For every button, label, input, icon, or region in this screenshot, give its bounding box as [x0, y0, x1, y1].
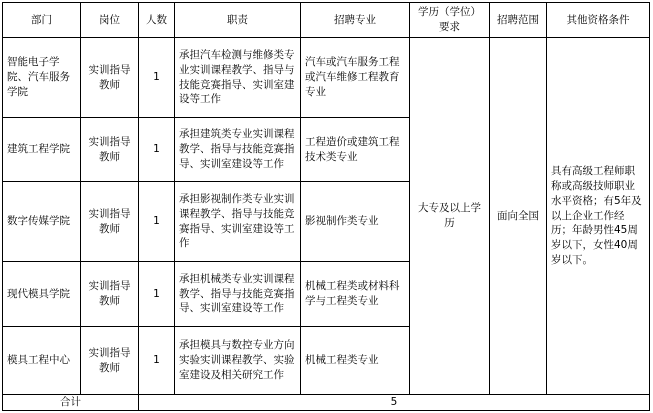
education-cell: 大专及以上学历	[410, 38, 490, 395]
header-count: 人数	[139, 3, 175, 38]
header-major: 招聘专业	[301, 3, 410, 38]
total-label: 合计	[3, 395, 139, 411]
total-value: 5	[139, 395, 650, 411]
dept-cell: 现代模具学院	[3, 262, 81, 327]
major-cell: 工程造价或建筑工程技术类专业	[301, 118, 410, 182]
header-duty: 职责	[175, 3, 301, 38]
header-other-requirements: 其他资格条件	[547, 3, 650, 38]
duty-cell: 承担建筑类专业实训课程教学、指导与技能竞赛指导、实训室建设等工作	[175, 118, 301, 182]
count-cell: 1	[139, 118, 175, 182]
count-cell: 1	[139, 262, 175, 327]
recruitment-table	[2, 2, 650, 411]
header-scope: 招聘范围	[490, 3, 547, 38]
header-dept: 部门	[3, 3, 81, 38]
count-cell: 1	[139, 38, 175, 118]
count-cell: 1	[139, 327, 175, 395]
duty-cell: 承担模具与数控专业方向实验实训课程教学、实验室建设及相关研究工作	[175, 327, 301, 395]
other-requirements-cell: 具有高级工程师职称或高级技师职业水平资格；有5年及以上企业工作经历；年龄男性45周岁以下，女性40周岁以下。	[547, 38, 650, 395]
major-cell: 机械工程类或材料科学与工程类专业	[301, 262, 410, 327]
major-cell: 机械工程类专业	[301, 327, 410, 395]
major-cell: 影视制作类专业	[301, 182, 410, 262]
position-cell: 实训指导教师	[81, 118, 139, 182]
duty-cell: 承担汽车检测与维修类专业实训课程教学、指导与技能竞赛指导、实训室建设等工作	[175, 38, 301, 118]
dept-cell: 数字传媒学院	[3, 182, 81, 262]
dept-cell: 智能电子学院、汽车服务学院	[3, 38, 81, 118]
header-education: 学历（学位）要求	[410, 3, 490, 38]
duty-cell: 承担机械类专业实训课程教学、指导与技能竞赛指导、实训室建设等工作	[175, 262, 301, 327]
count-cell: 1	[139, 182, 175, 262]
major-cell: 汽车或汽车服务工程或汽车维修工程教育专业	[301, 38, 410, 118]
total-row	[3, 395, 650, 411]
header-position: 岗位	[81, 3, 139, 38]
duty-cell: 承担影视制作类专业实训课程教学、指导与技能竞赛指导、实训室建设等工作	[175, 182, 301, 262]
scope-cell: 面向全国	[490, 38, 547, 395]
table-row	[3, 38, 650, 118]
position-cell: 实训指导教师	[81, 327, 139, 395]
position-cell: 实训指导教师	[81, 182, 139, 262]
dept-cell: 模具工程中心	[3, 327, 81, 395]
header-row	[3, 3, 650, 38]
dept-cell: 建筑工程学院	[3, 118, 81, 182]
position-cell: 实训指导教师	[81, 38, 139, 118]
position-cell: 实训指导教师	[81, 262, 139, 327]
